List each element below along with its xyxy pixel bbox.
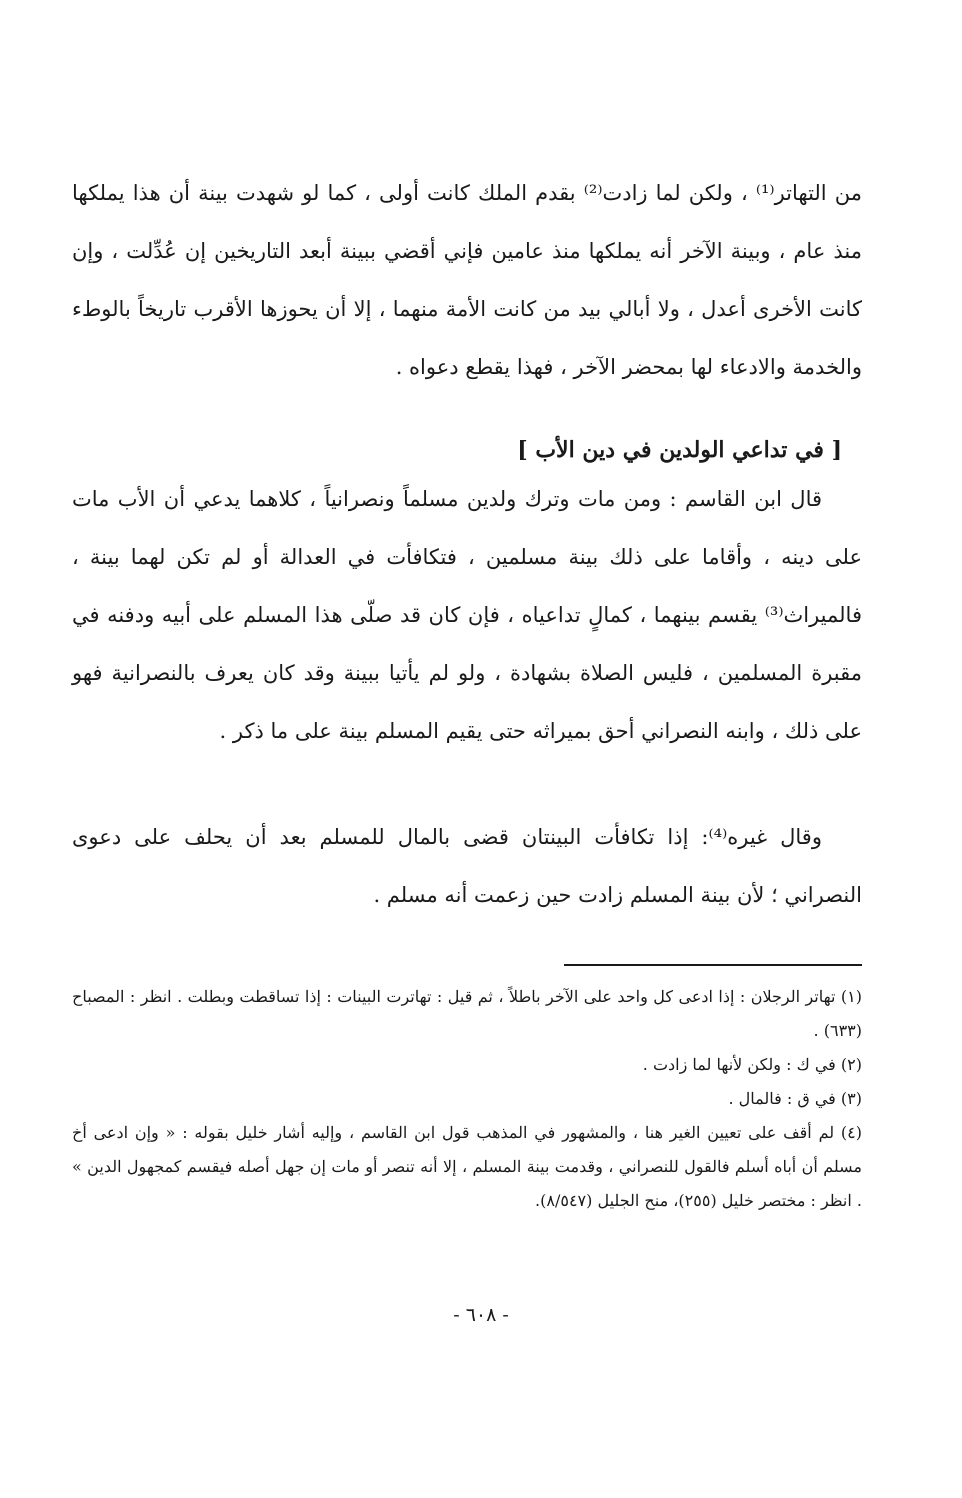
- footnote-3: (٣) في ق : فالمال .: [728, 1089, 862, 1108]
- main-text-block-1: [72, 164, 862, 396]
- footnote-1: (١) تهاتر الرجلان : إذا ادعى كل واحد على الآخر باطلاً ، ثم قيل : تهاترت البينات : إذا تساقطت وبطلت . انظر : المصباح (٦٣٣) .: [72, 987, 862, 1040]
- footnote-separator: [564, 964, 862, 966]
- section-heading: [ في تداعي الولدين في دين الأب ]: [517, 437, 842, 463]
- main-text-block-2: [72, 470, 862, 760]
- footnote-2: (٢) في ك : ولكن لأنها لما زادت .: [642, 1055, 862, 1074]
- paragraph-2: قال ابن القاسم : ومن مات وترك ولدين مسلماً ونصرانياً ، كلاهما يدعي أن الأب مات على دينه ، وأقاما على ذلك بينة مسلمين ، فتكافأت في العدالة أو لم تكن لهما بينة ، فالميراث⁽³⁾ يقسم بينهما ، كمالٍ تداعياه ، فإن كان قد صلّى هذا المسلم على أبيه ودفنه في مقبرة المسلمين ، فليس الصلاة بشهادة ، ولو لم يأتيا ببينة وقد كان يعرف بالنصرانية فهو على ذلك ، وابنه النصراني أحق بميراثه حتى يقيم المسلم بينة على ما ذكر .: [72, 487, 862, 743]
- paragraph-1: من التهاتر⁽¹⁾ ، ولكن لما زادت⁽²⁾ بقدم الملك كانت أولى ، كما لو شهدت بينة أن هذا يملكها منذ عام ، وبينة الآخر أنه يملكها منذ عامين فإني أقضي ببينة أبعد التاريخين إن عُدِّلت ، وإن كانت الأخرى أعدل ، ولا أبالي بيد من كانت الأمة منهما ، إلا أن يحوزها الأقرب تاريخاً بالوطء والخدمة والادعاء لها بمحضر الآخر ، فهذا يقطع دعواه .: [72, 181, 862, 379]
- page-number: - ٦٠٨ -: [453, 1304, 509, 1326]
- main-text-block-3: [72, 808, 862, 924]
- footnote-4: (٤) لم أقف على تعيين الغير هنا ، والمشهور في المذهب قول ابن القاسم ، وإليه أشار خليل بقوله : « وإن ادعى أخ مسلم أن أباه أسلم فالقول للنصراني ، وقدمت بينة المسلم ، إلا أنه تنصر أو مات إن جهل أصله فيقسم كمجهول الدين » . انظر : مختصر خليل (٢٥٥)، منح الجليل (٨/٥٤٧).: [72, 1123, 862, 1210]
- section-heading-block: [72, 430, 862, 470]
- paragraph-3: وقال غيره⁽⁴⁾: إذا تكافأت البينتان قضى بالمال للمسلم بعد أن يحلف على دعوى النصراني ؛ لأن بينة المسلم زادت حين زعمت أنه مسلم .: [72, 825, 862, 907]
- footnotes: [72, 980, 862, 1218]
